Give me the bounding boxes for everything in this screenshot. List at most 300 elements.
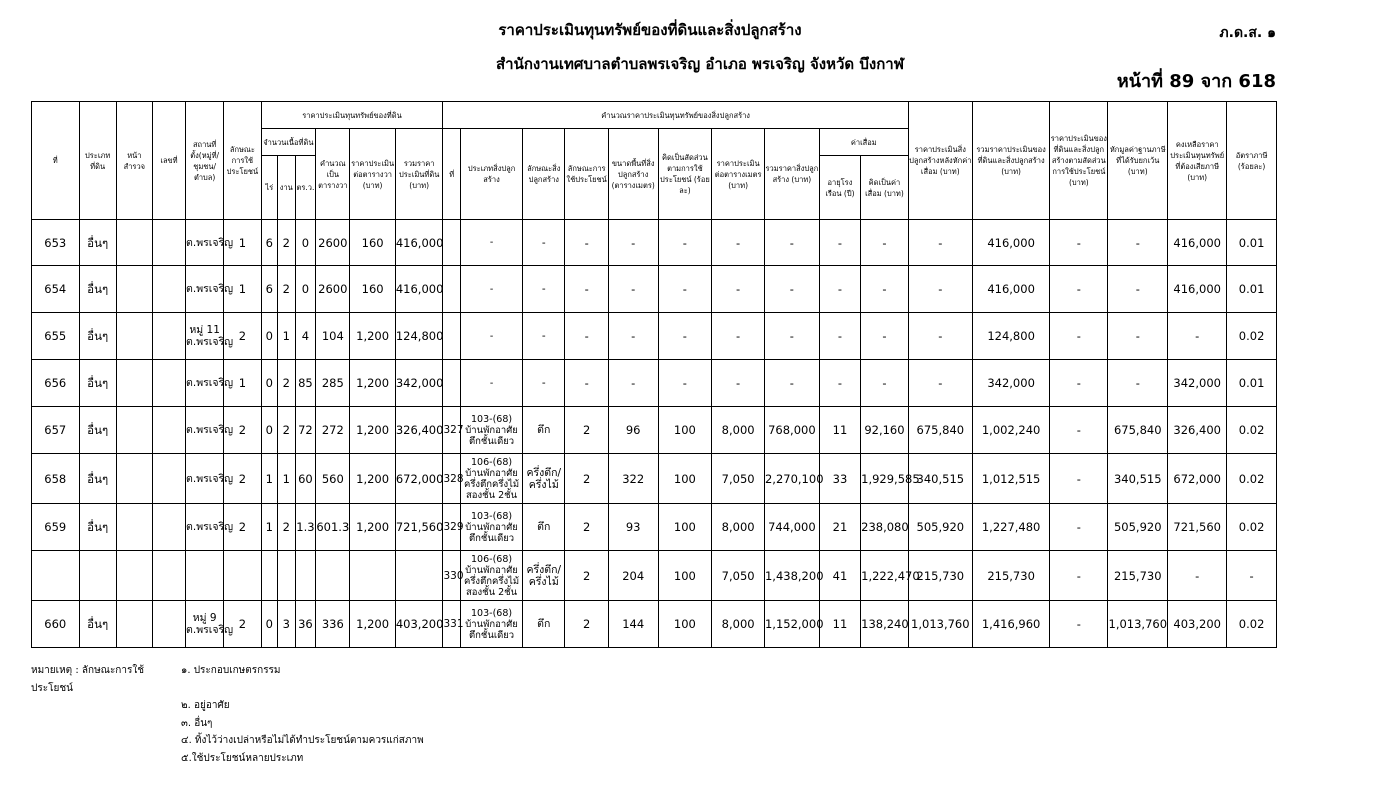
- cell-after-dep: -: [908, 220, 972, 266]
- cell-price-per-wa: 1,200: [350, 454, 395, 504]
- cell-proportional-value: -: [1050, 220, 1108, 266]
- cell-building-percent: 100: [658, 551, 712, 601]
- cell-building-no: 331: [443, 601, 461, 648]
- notes: [31, 662, 424, 767]
- cell-taxable: 403,200: [1168, 601, 1227, 648]
- cell-building-size: 144: [608, 601, 658, 648]
- cell-calc-sqwa: [316, 551, 350, 601]
- cell-use-type: [224, 551, 261, 601]
- cell-building-size: -: [608, 360, 658, 407]
- cell-price-per-wa: 1,200: [350, 407, 395, 454]
- cell-wa: 4: [295, 313, 316, 360]
- cell-rai: 6: [261, 220, 278, 266]
- table-row: [32, 504, 1277, 551]
- col-building-type: ประเภทสิ่งปลูกสร้าง: [461, 129, 523, 220]
- cell-survey-page: [116, 313, 152, 360]
- cell-no: 659: [32, 504, 80, 551]
- cell-rai: 1: [261, 504, 278, 551]
- cell-ngan: [278, 551, 296, 601]
- cell-building-type: -: [461, 360, 523, 407]
- cell-building-percent: 100: [658, 601, 712, 648]
- cell-building-total: -: [764, 313, 819, 360]
- cell-depreciation: 1,929,585: [861, 454, 909, 504]
- col-land-type: ประเภทที่ดิน: [79, 102, 116, 220]
- cell-building-age: 21: [819, 504, 860, 551]
- cell-use-type: 2: [224, 504, 261, 551]
- cell-survey-page: [116, 454, 152, 504]
- cell-ngan: 2: [278, 220, 296, 266]
- cell-building-use: 2: [565, 551, 608, 601]
- col-tax-rate: อัตราภาษี (ร้อยละ): [1227, 102, 1277, 220]
- cell-building-kind: ตึก: [523, 504, 565, 551]
- cell-building-use: 2: [565, 504, 608, 551]
- cell-building-no: 328: [443, 454, 461, 504]
- cell-tax-rate: 0.02: [1227, 313, 1277, 360]
- note-item: ๔. ทิ้งไว้ว่างเปล่าหรือไม่ได้ทำประโยชน์ตามควรแก่สภาพ: [181, 735, 424, 746]
- cell-deduction: 675,840: [1108, 407, 1168, 454]
- cell-wa: 60: [295, 454, 316, 504]
- col-number: เลขที่: [152, 102, 185, 220]
- col-location: สถานที่ตั้ง(หมู่ที่/ชุมชน/ตำบล): [186, 102, 224, 220]
- cell-building-percent: -: [658, 313, 712, 360]
- cell-building-age: 11: [819, 601, 860, 648]
- cell-taxable: 721,560: [1168, 504, 1227, 551]
- cell-after-dep: -: [908, 360, 972, 407]
- cell-survey-page: [116, 504, 152, 551]
- cell-land-type: อื่นๆ: [79, 360, 116, 407]
- group-land: ราคาประเมินทุนทรัพย์ของที่ดิน: [261, 102, 443, 129]
- cell-proportional-value: -: [1050, 407, 1108, 454]
- cell-wa: 72: [295, 407, 316, 454]
- cell-number: [152, 551, 185, 601]
- cell-land-total: 124,800: [395, 313, 443, 360]
- col-building-kind: ลักษณะสิ่งปลูกสร้าง: [523, 129, 565, 220]
- cell-building-kind: -: [523, 266, 565, 313]
- cell-after-dep: -: [908, 266, 972, 313]
- cell-deduction: -: [1108, 266, 1168, 313]
- cell-sum-total: 1,227,480: [972, 504, 1050, 551]
- cell-calc-sqwa: 2600: [316, 266, 350, 313]
- cell-survey-page: [116, 360, 152, 407]
- cell-ngan: 2: [278, 504, 296, 551]
- cell-wa: 85: [295, 360, 316, 407]
- cell-ngan: 2: [278, 360, 296, 407]
- col-calc-sqwa: คำนวณเป็นตารางวา: [316, 129, 350, 220]
- cell-building-use: 2: [565, 454, 608, 504]
- cell-depreciation: -: [861, 266, 909, 313]
- cell-building-age: -: [819, 313, 860, 360]
- cell-building-total: 768,000: [764, 407, 819, 454]
- group-building: คำนวณราคาประเมินทุนทรัพย์ของสิ่งปลูกสร้าง: [443, 102, 908, 129]
- note-item: ๒. อยู่อาศัย: [181, 700, 230, 711]
- cell-land-type: [79, 551, 116, 601]
- col-building-price-m2: ราคาประเมินต่อตารางเมตร (บาท): [712, 129, 765, 220]
- cell-price-per-wa: 1,200: [350, 313, 395, 360]
- col-taxable: คงเหลือราคาประเมินทุนทรัพย์ที่ต้องเสียภาษี (บาท): [1168, 102, 1227, 220]
- col-use-type: ลักษณะการใช้ประโยชน์: [224, 102, 261, 220]
- report-subtitle: สำนักงานเทศบาลตำบลพรเจริญ อำเภอ พรเจริญ จังหวัด บึงกาฬ: [496, 55, 904, 73]
- cell-land-type: อื่นๆ: [79, 454, 116, 504]
- cell-building-total: -: [764, 266, 819, 313]
- cell-building-type: -: [461, 266, 523, 313]
- cell-building-size: -: [608, 220, 658, 266]
- cell-building-percent: -: [658, 266, 712, 313]
- cell-building-age: -: [819, 360, 860, 407]
- cell-wa: 0: [295, 220, 316, 266]
- cell-building-no: 327: [443, 407, 461, 454]
- cell-survey-page: [116, 220, 152, 266]
- cell-land-total: 403,200: [395, 601, 443, 648]
- cell-building-type: 106-(68) บ้านพักอาศัยครึ่งตึกครึ่งไม้สองชั้น 2ชั้น: [461, 454, 523, 504]
- col-building-size: ขนาดพื้นที่สิ่งปลูกสร้าง (ตารางเมตร): [608, 129, 658, 220]
- cell-proportional-value: -: [1050, 454, 1108, 504]
- cell-building-use: 2: [565, 601, 608, 648]
- cell-after-dep: 215,730: [908, 551, 972, 601]
- cell-rai: 0: [261, 313, 278, 360]
- note-item: ๕.ใช้ประโยชน์หลายประเภท: [181, 752, 304, 764]
- cell-tax-rate: -: [1227, 551, 1277, 601]
- cell-location: หมู่ 11 ต.พรเจริญ: [186, 313, 224, 360]
- cell-location: ต.พรเจริญ: [186, 220, 224, 266]
- cell-building-use: -: [565, 266, 608, 313]
- cell-no: 656: [32, 360, 80, 407]
- cell-number: [152, 266, 185, 313]
- cell-tax-rate: 0.01: [1227, 220, 1277, 266]
- cell-land-type: อื่นๆ: [79, 313, 116, 360]
- cell-building-total: 1,152,000: [764, 601, 819, 648]
- cell-ngan: 2: [278, 266, 296, 313]
- report-title: ราคาประเมินทุนทรัพย์ของที่ดินและสิ่งปลูกสร้าง: [498, 21, 802, 39]
- cell-use-type: 1: [224, 360, 261, 407]
- cell-building-size: 322: [608, 454, 658, 504]
- cell-location: ต.พรเจริญ: [186, 454, 224, 504]
- cell-deduction: 505,920: [1108, 504, 1168, 551]
- cell-land-total: 326,400: [395, 407, 443, 454]
- col-sum-total: รวมราคาประเมินของที่ดินและสิ่งปลูกสร้าง (บาท): [972, 102, 1050, 220]
- cell-building-price-m2: 7,050: [712, 454, 765, 504]
- cell-tax-rate: 0.02: [1227, 454, 1277, 504]
- cell-building-type: -: [461, 220, 523, 266]
- cell-building-kind: ตึก: [523, 407, 565, 454]
- note-item: ๑. ประกอบเกษตรกรรม: [181, 665, 281, 676]
- cell-no: 654: [32, 266, 80, 313]
- col-ngan: งาน: [278, 156, 296, 220]
- cell-number: [152, 407, 185, 454]
- cell-rai: 0: [261, 407, 278, 454]
- cell-after-dep: 675,840: [908, 407, 972, 454]
- cell-proportional-value: -: [1050, 504, 1108, 551]
- cell-building-price-m2: -: [712, 220, 765, 266]
- cell-deduction: -: [1108, 220, 1168, 266]
- cell-land-type: อื่นๆ: [79, 601, 116, 648]
- col-building-percent: คิดเป็นสัดส่วนตามการใช้ประโยชน์ (ร้อยละ): [658, 129, 712, 220]
- cell-use-type: 1: [224, 220, 261, 266]
- cell-building-price-m2: 8,000: [712, 407, 765, 454]
- col-deduction: หักมูลค่าฐานภาษีที่ได้รับยกเว้น (บาท): [1108, 102, 1168, 220]
- cell-no: 655: [32, 313, 80, 360]
- cell-depreciation: 92,160: [861, 407, 909, 454]
- cell-deduction: -: [1108, 360, 1168, 407]
- cell-price-per-wa: 1,200: [350, 504, 395, 551]
- cell-land-total: 721,560: [395, 504, 443, 551]
- cell-location: ต.พรเจริญ: [186, 266, 224, 313]
- col-wa: ตร.ว.: [295, 156, 316, 220]
- cell-building-no: [443, 313, 461, 360]
- cell-building-age: -: [819, 266, 860, 313]
- cell-deduction: 340,515: [1108, 454, 1168, 504]
- cell-calc-sqwa: 272: [316, 407, 350, 454]
- table-row: [32, 360, 1277, 407]
- cell-building-size: 204: [608, 551, 658, 601]
- cell-taxable: 416,000: [1168, 266, 1227, 313]
- table-row: [32, 601, 1277, 648]
- cell-price-per-wa: 160: [350, 220, 395, 266]
- col-no: ที่: [32, 102, 80, 220]
- cell-survey-page: [116, 266, 152, 313]
- col-building-total: รวมราคาสิ่งปลูกสร้าง (บาท): [764, 129, 819, 220]
- cell-building-type: 106-(68) บ้านพักอาศัยครึ่งตึกครึ่งไม้สองชั้น 2ชั้น: [461, 551, 523, 601]
- cell-rai: 6: [261, 266, 278, 313]
- cell-building-kind: ตึก: [523, 601, 565, 648]
- cell-price-per-wa: 1,200: [350, 601, 395, 648]
- cell-sum-total: 1,002,240: [972, 407, 1050, 454]
- cell-depreciation: -: [861, 220, 909, 266]
- col-survey-page: หน้าสำรวจ: [116, 102, 152, 220]
- cell-ngan: 1: [278, 313, 296, 360]
- cell-proportional-value: -: [1050, 266, 1108, 313]
- cell-no: 658: [32, 454, 80, 504]
- cell-sum-total: 1,416,960: [972, 601, 1050, 648]
- col-depreciation: คิดเป็นค่าเสื่อม (บาท): [861, 156, 909, 220]
- cell-building-total: -: [764, 220, 819, 266]
- cell-price-per-wa: 160: [350, 266, 395, 313]
- cell-taxable: 342,000: [1168, 360, 1227, 407]
- cell-building-price-m2: 7,050: [712, 551, 765, 601]
- cell-tax-rate: 0.02: [1227, 407, 1277, 454]
- col-rai: ไร่: [261, 156, 278, 220]
- cell-proportional-value: -: [1050, 360, 1108, 407]
- group-area: จำนวนเนื้อที่ดิน: [261, 129, 316, 156]
- cell-depreciation: 138,240: [861, 601, 909, 648]
- col-building-use: ลักษณะการใช้ประโยชน์: [565, 129, 608, 220]
- cell-after-dep: 340,515: [908, 454, 972, 504]
- cell-building-total: 2,270,100: [764, 454, 819, 504]
- cell-wa: 1.3: [295, 504, 316, 551]
- cell-deduction: 215,730: [1108, 551, 1168, 601]
- cell-building-percent: 100: [658, 454, 712, 504]
- cell-land-type: อื่นๆ: [79, 504, 116, 551]
- cell-building-type: 103-(68) บ้านพักอาศัยตึกชั้นเดียว: [461, 504, 523, 551]
- cell-building-size: -: [608, 313, 658, 360]
- cell-depreciation: 238,080: [861, 504, 909, 551]
- cell-no: 660: [32, 601, 80, 648]
- cell-number: [152, 504, 185, 551]
- col-proportional-value: ราคาประเมินของที่ดินและสิ่งปลูกสร้างตามสัดส่วนการใช้ประโยชน์ (บาท): [1050, 102, 1108, 220]
- cell-rai: 0: [261, 360, 278, 407]
- group-depreciation: ค่าเสื่อม: [819, 129, 908, 156]
- cell-taxable: -: [1168, 313, 1227, 360]
- cell-building-type: 103-(68) บ้านพักอาศัยตึกชั้นเดียว: [461, 407, 523, 454]
- cell-building-no: [443, 360, 461, 407]
- cell-number: [152, 220, 185, 266]
- cell-proportional-value: -: [1050, 601, 1108, 648]
- cell-calc-sqwa: 601.3: [316, 504, 350, 551]
- cell-tax-rate: 0.01: [1227, 360, 1277, 407]
- cell-rai: 1: [261, 454, 278, 504]
- cell-building-price-m2: -: [712, 266, 765, 313]
- cell-after-dep: 505,920: [908, 504, 972, 551]
- cell-building-use: -: [565, 313, 608, 360]
- cell-building-price-m2: -: [712, 313, 765, 360]
- cell-after-dep: 1,013,760: [908, 601, 972, 648]
- cell-building-no: [443, 220, 461, 266]
- table-row: [32, 454, 1277, 504]
- cell-building-no: 330: [443, 551, 461, 601]
- col-after-dep: ราคาประเมินสิ่งปลูกสร้างหลังหักค่าเสื่อม (บาท): [908, 102, 972, 220]
- assessment-table: [31, 101, 1277, 648]
- cell-no: 653: [32, 220, 80, 266]
- cell-wa: [295, 551, 316, 601]
- cell-sum-total: 215,730: [972, 551, 1050, 601]
- cell-ngan: 1: [278, 454, 296, 504]
- cell-taxable: -: [1168, 551, 1227, 601]
- table-row: [32, 313, 1277, 360]
- cell-wa: 36: [295, 601, 316, 648]
- cell-number: [152, 313, 185, 360]
- cell-calc-sqwa: 560: [316, 454, 350, 504]
- cell-building-total: 744,000: [764, 504, 819, 551]
- cell-building-total: 1,438,200: [764, 551, 819, 601]
- cell-land-type: อื่นๆ: [79, 220, 116, 266]
- cell-building-percent: 100: [658, 407, 712, 454]
- cell-deduction: 1,013,760: [1108, 601, 1168, 648]
- cell-calc-sqwa: 285: [316, 360, 350, 407]
- cell-location: หมู่ 9 ต.พรเจริญ: [186, 601, 224, 648]
- cell-building-age: 11: [819, 407, 860, 454]
- cell-location: ต.พรเจริญ: [186, 360, 224, 407]
- cell-building-type: -: [461, 313, 523, 360]
- cell-building-no: 329: [443, 504, 461, 551]
- cell-proportional-value: -: [1050, 551, 1108, 601]
- cell-building-use: 2: [565, 407, 608, 454]
- table-row: [32, 266, 1277, 313]
- col-building-no: ที่: [443, 129, 461, 220]
- cell-number: [152, 360, 185, 407]
- cell-calc-sqwa: 336: [316, 601, 350, 648]
- cell-depreciation: 1,222,470: [861, 551, 909, 601]
- col-price-per-wa: ราคาประเมินต่อตารางวา (บาท): [350, 129, 395, 220]
- cell-taxable: 672,000: [1168, 454, 1227, 504]
- cell-use-type: 1: [224, 266, 261, 313]
- cell-rai: 0: [261, 601, 278, 648]
- cell-building-age: 41: [819, 551, 860, 601]
- cell-sum-total: 124,800: [972, 313, 1050, 360]
- cell-deduction: -: [1108, 313, 1168, 360]
- cell-building-use: -: [565, 220, 608, 266]
- cell-building-age: 33: [819, 454, 860, 504]
- cell-sum-total: 342,000: [972, 360, 1050, 407]
- cell-tax-rate: 0.01: [1227, 266, 1277, 313]
- cell-land-total: 672,000: [395, 454, 443, 504]
- cell-sum-total: 416,000: [972, 266, 1050, 313]
- note-item: ๓. อื่นๆ: [181, 717, 213, 729]
- cell-number: [152, 601, 185, 648]
- cell-building-type: 103-(68) บ้านพักอาศัยตึกชั้นเดียว: [461, 601, 523, 648]
- cell-location: ต.พรเจริญ: [186, 407, 224, 454]
- cell-building-percent: -: [658, 220, 712, 266]
- cell-wa: 0: [295, 266, 316, 313]
- cell-use-type: 2: [224, 313, 261, 360]
- cell-ngan: 3: [278, 601, 296, 648]
- cell-no: [32, 551, 80, 601]
- cell-sum-total: 416,000: [972, 220, 1050, 266]
- cell-land-type: อื่นๆ: [79, 407, 116, 454]
- cell-tax-rate: 0.02: [1227, 601, 1277, 648]
- cell-building-size: 93: [608, 504, 658, 551]
- notes-label: หมายเหตุ : ลักษณะการใช้ประโยชน์: [31, 665, 145, 694]
- cell-ngan: 2: [278, 407, 296, 454]
- cell-building-kind: ครึ่งตึก/ครึ่งไม้: [523, 454, 565, 504]
- form-code: ภ.ด.ส. ๑: [1219, 25, 1276, 41]
- cell-taxable: 326,400: [1168, 407, 1227, 454]
- cell-land-total: 416,000: [395, 220, 443, 266]
- table-row: [32, 551, 1277, 601]
- cell-building-percent: -: [658, 360, 712, 407]
- cell-building-percent: 100: [658, 504, 712, 551]
- cell-building-price-m2: 8,000: [712, 601, 765, 648]
- cell-price-per-wa: [350, 551, 395, 601]
- cell-building-kind: -: [523, 360, 565, 407]
- cell-survey-page: [116, 407, 152, 454]
- cell-survey-page: [116, 601, 152, 648]
- cell-number: [152, 454, 185, 504]
- cell-building-kind: -: [523, 220, 565, 266]
- cell-rai: [261, 551, 278, 601]
- cell-location: ต.พรเจริญ: [186, 504, 224, 551]
- col-building-age: อายุโรงเรือน (ปี): [819, 156, 860, 220]
- cell-depreciation: -: [861, 313, 909, 360]
- cell-land-total: 342,000: [395, 360, 443, 407]
- cell-calc-sqwa: 2600: [316, 220, 350, 266]
- cell-building-age: -: [819, 220, 860, 266]
- cell-depreciation: -: [861, 360, 909, 407]
- cell-proportional-value: -: [1050, 313, 1108, 360]
- cell-price-per-wa: 1,200: [350, 360, 395, 407]
- cell-use-type: 2: [224, 454, 261, 504]
- cell-after-dep: -: [908, 313, 972, 360]
- cell-use-type: 2: [224, 407, 261, 454]
- cell-building-size: -: [608, 266, 658, 313]
- cell-no: 657: [32, 407, 80, 454]
- cell-building-no: [443, 266, 461, 313]
- cell-building-kind: -: [523, 313, 565, 360]
- cell-survey-page: [116, 551, 152, 601]
- cell-building-size: 96: [608, 407, 658, 454]
- col-land-total: รวมราคาประเมินที่ดิน (บาท): [395, 129, 443, 220]
- cell-land-type: อื่นๆ: [79, 266, 116, 313]
- cell-land-total: 416,000: [395, 266, 443, 313]
- cell-tax-rate: 0.02: [1227, 504, 1277, 551]
- cell-calc-sqwa: 104: [316, 313, 350, 360]
- cell-building-kind: ครึ่งตึก/ครึ่งไม้: [523, 551, 565, 601]
- cell-building-price-m2: 8,000: [712, 504, 765, 551]
- cell-building-use: -: [565, 360, 608, 407]
- cell-land-total: [395, 551, 443, 601]
- cell-sum-total: 1,012,515: [972, 454, 1050, 504]
- table-row: [32, 407, 1277, 454]
- cell-taxable: 416,000: [1168, 220, 1227, 266]
- cell-use-type: 2: [224, 601, 261, 648]
